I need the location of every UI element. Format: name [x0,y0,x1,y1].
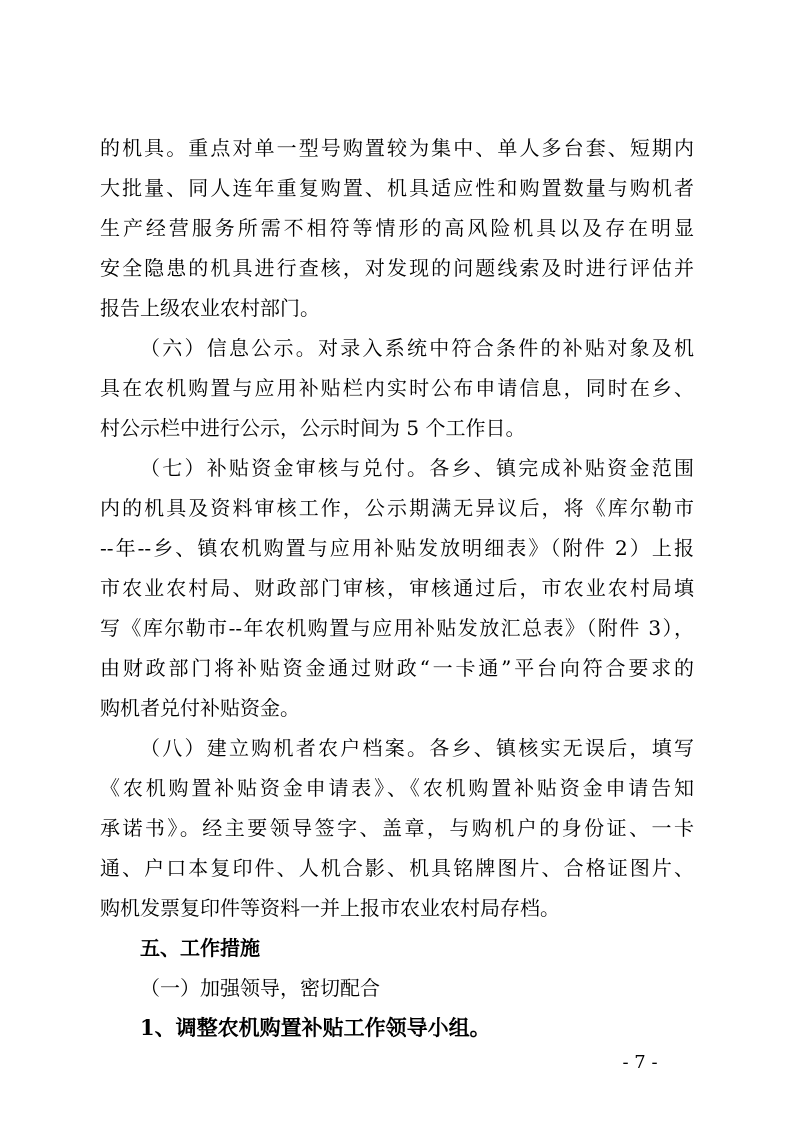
text-line: （六）信息公示。对录入系统中符合条件的补贴对象及机 [140,336,694,360]
text-line: 《农机购置补贴资金申请表》、《农机购置补贴资金申请告知 [100,776,694,800]
text-line: 市农业农村局、财政部门审核，审核通过后，市农业农村局填 [100,576,694,600]
text-line: --年--乡、镇农机购置与应用补贴发放明细表》（附件 2）上报 [100,536,694,560]
text-line: 由财政部门将补贴资金通过财政“一卡通”平台向符合要求的 [100,656,694,680]
text-line: 生产经营服务所需不相符等情形的高风险机具以及存在明显 [100,216,694,240]
section-heading: 五、工作措施 [140,936,260,960]
page-number: - 7 - [622,1052,658,1073]
subsection-heading: （一）加强领导，密切配合 [140,976,380,1000]
text-line: 承诺书》。经主要领导签字、盖章，与购机户的身份证、一卡 [100,816,694,840]
text-line: 购机者兑付补贴资金。 [100,696,300,720]
text-line: 的机具。重点对单一型号购置较为集中、单人多台套、短期内 [100,136,694,160]
text-line: 内的机具及资料审核工作，公示期满无异议后，将《库尔勒市 [100,496,694,520]
text-line: （八）建立购机者农户档案。各乡、镇核实无误后，填写 [140,736,694,760]
text-line: 通、户口本复印件、人机合影、机具铭牌图片、合格证图片、 [100,856,694,880]
text-line: 报告上级农业农村部门。 [100,296,320,320]
text-line: 具在农机购置与应用补贴栏内实时公布申请信息，同时在乡、 [100,376,694,400]
item-heading: 1、调整农机购置补贴工作领导小组。 [140,1015,491,1040]
text-line: 写《库尔勒市--年农机购置与应用补贴发放汇总表》（附件 3）， [100,616,694,640]
text-line: 村公示栏中进行公示，公示时间为 5 个工作日。 [100,416,526,440]
text-line: 安全隐患的机具进行查核，对发现的问题线索及时进行评估并 [100,256,694,280]
text-line: （七）补贴资金审核与兑付。各乡、镇完成补贴资金范围 [140,456,694,480]
text-line: 购机发票复印件等资料一并上报市农业农村局存档。 [100,896,560,920]
text-line: 大批量、同人连年重复购置、机具适应性和购置数量与购机者 [100,176,694,200]
